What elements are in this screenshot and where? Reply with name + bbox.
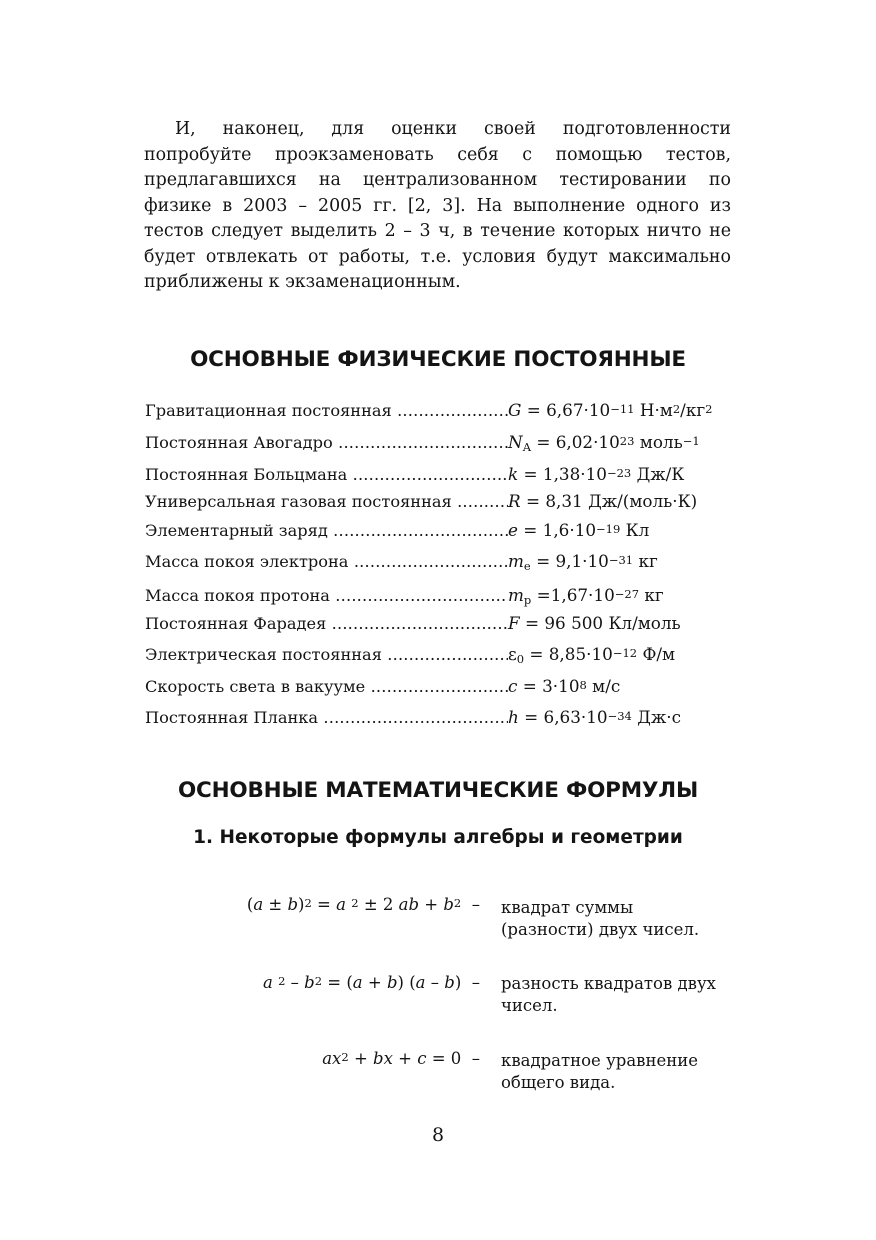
constant-value: $c = 3\cdot 10^8$ м/с: [508, 676, 621, 696]
formula-description: квадратное уравнение общего вида.: [501, 1051, 698, 1092]
math-formulas-heading: ОСНОВНЫЕ МАТЕМАТИЧЕСКИЕ ФОРМУЛЫ: [177, 778, 699, 803]
formula-description: разность квадратов двух чисел.: [501, 974, 716, 1015]
constant-name: Масса покоя электрона .....: [145, 552, 508, 571]
constant-name: Постоянная Фарадея .....: [145, 614, 508, 633]
constant-name: Гравитационная постоянная .....: [145, 401, 508, 420]
constant-row-gravitational: [145, 400, 712, 420]
constant-row-faraday: [145, 613, 681, 633]
formula-description: квадрат суммы (разности) двух чисел.: [501, 898, 700, 939]
constant-value: F = 96 500 Кл/моль: [508, 613, 681, 633]
constant-value: $\varepsilon_0 = 8,85\cdot 10^{-12}$ Ф/м: [508, 644, 676, 666]
constant-value: $N_A = 6,02\cdot 10^{23}$ моль$^{-1}$: [508, 432, 700, 454]
constant-name: Универсальная газовая постоянная .....: [145, 492, 508, 511]
constant-row-speed-of-light: [145, 676, 620, 696]
constant-name: Элементарный заряд .....: [145, 521, 508, 540]
constant-row-gas: [145, 491, 697, 511]
constant-value: $e = 1,6\cdot 10^{-19}$ Кл: [508, 520, 650, 540]
constant-row-avogadro: [145, 432, 700, 452]
constant-name: Постоянная Больцмана .....: [145, 465, 508, 484]
intro-paragraph: И, наконец, для оценки своей подготовленности попробуйте проэкзаменовать себя с помощью тестов, предлагавшихся на централизованном тестировании по физике в 2003 – 2005 гг. [2, 3]. На выполнение одного из тестов следует выделить 2 – 3 ч, в течение которых ничто не будет отвлекать от работы, т.е. условия будут максимально приближены к экзаменационным.: [144, 119, 731, 292]
constant-name: Электрическая постоянная .....: [145, 645, 508, 664]
formula-square-of-sum: $(a \pm b)^2 = a$ $^2$ ± 2 ab + $b^2$ –: [246, 895, 480, 914]
constant-value: $h = 6,63\cdot 10^{-34}$ Дж·с: [508, 707, 682, 727]
constant-name: Постоянная Планка .....: [145, 708, 508, 727]
page-number: 8: [431, 1124, 445, 1146]
constant-row-boltzmann: [145, 464, 684, 484]
constant-row-elementary-charge: [145, 520, 649, 540]
constant-value: R = 8,31 Дж/(моль·К): [508, 491, 698, 511]
formula-quadratic-equation: $ax^2$ + bx + c = 0 –: [322, 1049, 480, 1068]
physics-constants-heading: ОСНОВНЫЕ ФИЗИЧЕСКИЕ ПОСТОЯННЫЕ: [190, 347, 686, 372]
constant-value: $m_e = 9,1\cdot 10^{-31}$ кг: [508, 551, 658, 573]
constant-row-electron-mass: [145, 551, 658, 571]
constant-row-electric: [145, 644, 675, 664]
constant-name: Постоянная Авогадро .....: [145, 433, 508, 452]
constant-row-proton-mass: [145, 585, 664, 605]
constant-value: $G = 6,67\cdot 10^{-11}$ $Н\cdot м^2/кг^2$: [508, 400, 713, 420]
constant-name: Масса покоя протона .....: [145, 586, 508, 605]
algebra-geometry-subheading: 1. Некоторые формулы алгебры и геометрии: [193, 827, 683, 848]
constant-value: $m_p =1,67\cdot 10^{-27}$ кг: [508, 585, 664, 607]
constant-value: $k = 1,38\cdot 10^{-23}$ Дж/К: [508, 464, 685, 484]
constant-row-planck: [145, 707, 681, 727]
constant-name: Скорость света в вакууме .....: [145, 677, 508, 696]
formula-difference-of-squares: a $^2 - b^2 = (a + b)$ (a – b) –: [262, 973, 480, 992]
